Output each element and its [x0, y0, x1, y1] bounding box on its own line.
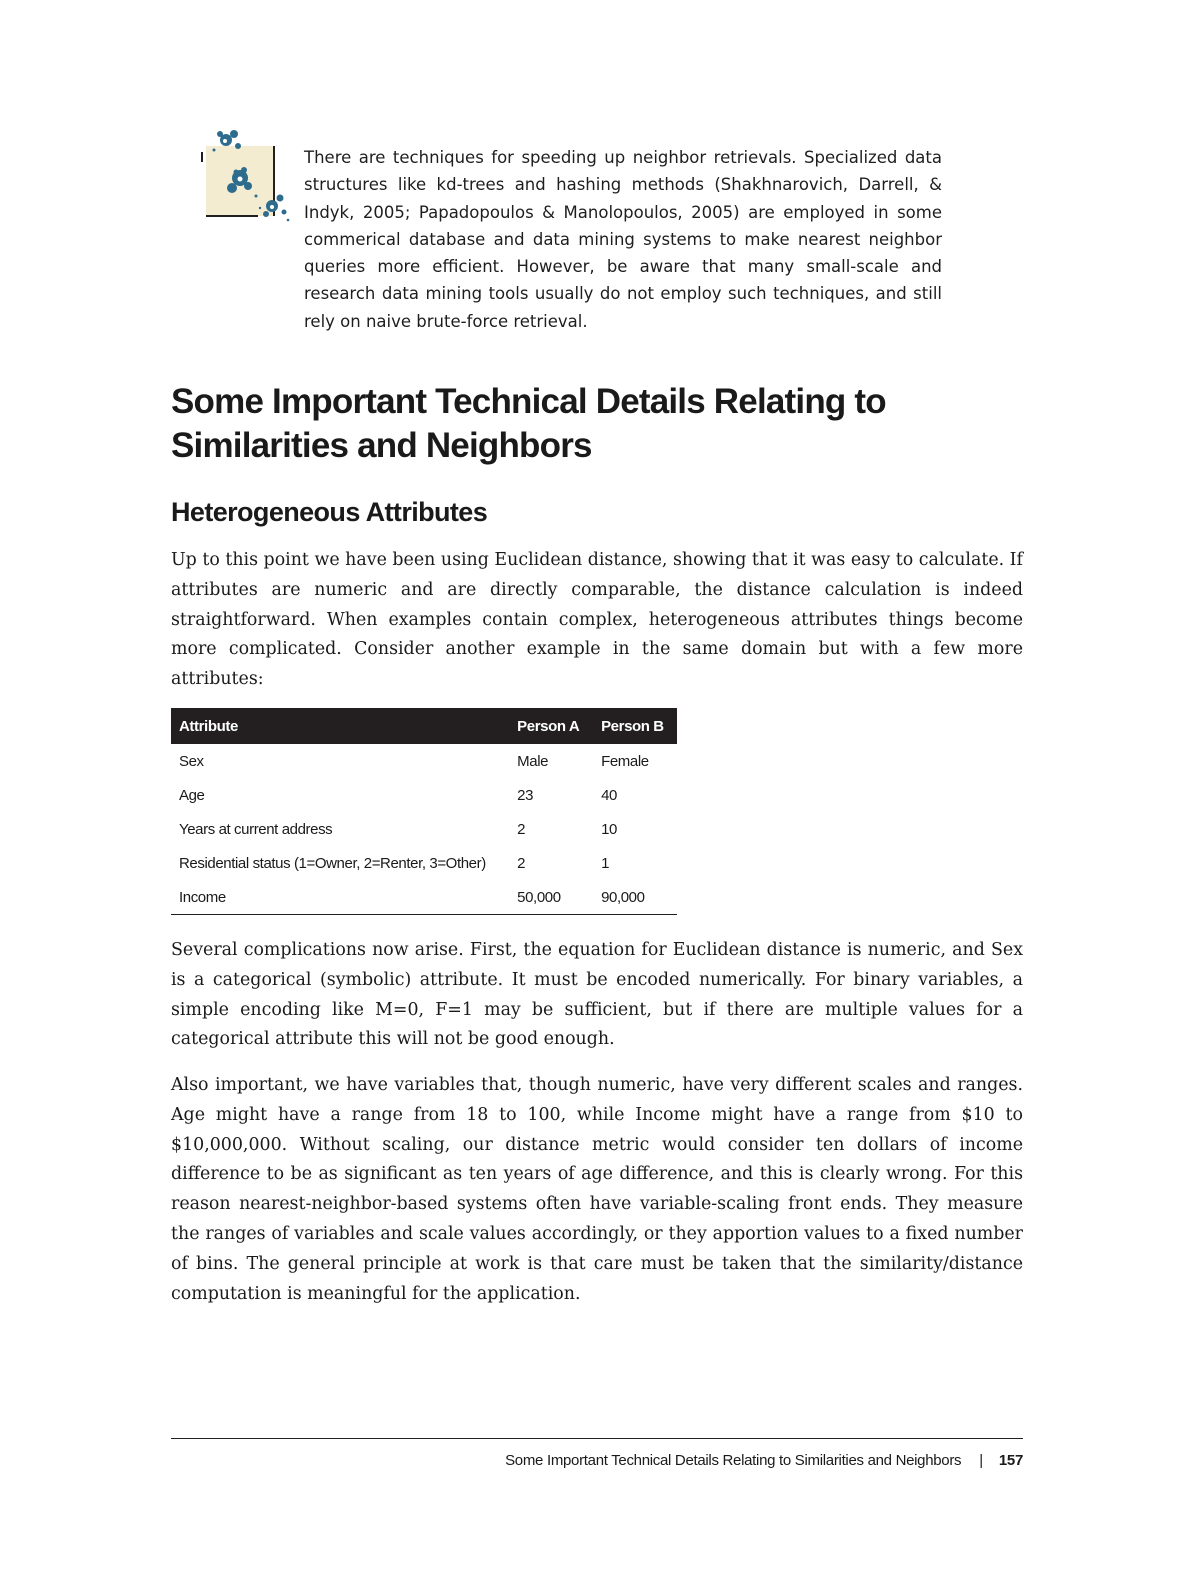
attribute-table	[171, 708, 677, 915]
table-cell: Age	[179, 786, 205, 804]
running-title: Some Important Technical Details Relating to Similarities and Neighbors	[505, 1452, 962, 1469]
table-row	[171, 880, 677, 915]
table-header-cell: Person A	[509, 708, 593, 744]
table-cell: Residential status (1=Owner, 2=Renter, 3=Other)	[179, 854, 486, 872]
section-title: Some Important Technical Details Relating to Similarities and Neighbors	[171, 382, 886, 465]
table-row	[171, 812, 677, 846]
table-cell: Female	[601, 752, 649, 770]
table-header-cell: Person B	[593, 708, 677, 744]
table-cell: Years at current address	[179, 820, 333, 838]
table-cell: Sex	[179, 752, 204, 770]
table-cell: 2	[517, 820, 526, 838]
table-cell: 23	[517, 786, 534, 804]
table-row	[171, 846, 677, 880]
table-cell: 2	[517, 854, 526, 872]
table-header-row	[171, 708, 677, 744]
table-cell: Income	[171, 880, 509, 915]
table-cell: 10	[601, 820, 617, 838]
raccoon-tip-icon	[200, 126, 300, 226]
table-cell: 40	[601, 786, 617, 804]
table-cell: 50,000	[509, 880, 593, 915]
tip-box	[200, 126, 960, 346]
tip-text: There are techniques for speeding up neighbor retrievals. Specialized data structures like kd-trees and hashing methods (Shakhnarovich, Darrell, & Indyk, 2005; Papadopoulos & Manolopoulos, 2005) are employed in some commerical database and data mining systems to make nearest neighbor queries more efficient. However, be aware that many small-scale and research data mining tools usually do not employ such techniques, and still rely on naive brute-force retrieval.	[304, 148, 942, 331]
paragraph-scaling: Also important, we have variables that, though numeric, have very different scales and ranges. Age might have a range from 18 to 100, while Income might have a range from $10 to $10,000,000. Without scaling, our distance metric would consider ten dollars of income difference to be as significant as ten years of age difference, and this is clearly wrong. For this reason nearest-neighbor-based systems often have variable-scaling front ends. They measure the ranges of variables and scale values accordingly, or they apportion values to a fixed number of bins. The general principle at work is that care must be taken that the similarity/distance computation is meaningful for the application.	[171, 1075, 1023, 1304]
page-footer	[505, 1449, 1023, 1473]
footer-separator: |	[979, 1452, 983, 1469]
subsection-title: Heterogeneous Attributes	[171, 497, 488, 527]
paragraph-intro: Up to this point we have been using Euclidean distance, showing that it was easy to calculate. If attributes are numeric and are directly comparable, the distance calculation is indeed straightforward. When examples contain complex, heterogeneous attributes things become more complicated. Consider another example in the same domain but with a few more attributes:	[171, 550, 1023, 690]
page-number: 157	[998, 1452, 1023, 1469]
paragraph-complications: Several complications now arise. First, the equation for Euclidean distance is numeric, and Sex is a categorical (symbolic) attribute. It must be encoded numerically. For binary variables, a simple encoding like M=0, F=1 may be sufficient, but if there are multiple values for a categorical attribute this will not be good enough.	[171, 940, 1023, 1050]
table-header-cell: Attribute	[171, 708, 509, 744]
table-cell: 1	[601, 854, 610, 872]
table-row	[171, 778, 677, 812]
footer-divider	[171, 1438, 1023, 1439]
table-cell: Male	[517, 752, 549, 770]
table-cell: 90,000	[593, 880, 677, 915]
table-row	[171, 744, 677, 778]
